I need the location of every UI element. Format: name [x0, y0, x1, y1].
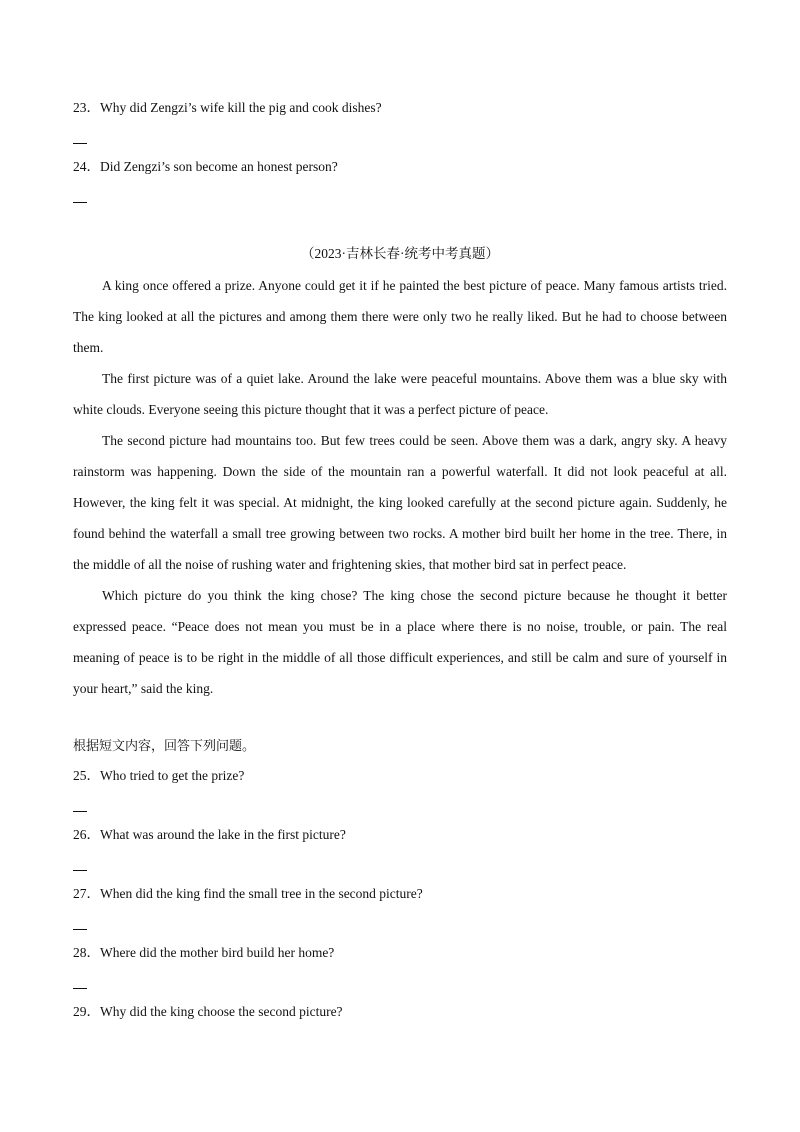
question-28: 28．Where did the mother bird build her home? [73, 945, 335, 960]
question-25: 25．Who tried to get the prize? [73, 768, 245, 783]
passage-source: （2023·吉林长春·统考中考真题） [301, 246, 499, 261]
passage-paragraph-2: The first picture was of a quiet lake. Around the lake were peaceful mountains. Above them was a blue sky with white clouds. Everyone seeing this picture thought that it was a perfect picture of peace. [73, 371, 727, 417]
passage-paragraph-1: A king once offered a prize. Anyone could get it if he painted the best picture of peace. Many famous artists tried. The king looked at all the pictures and among them there were only two he really liked. But he had to choose between them. [73, 278, 727, 355]
answer-blank-24[interactable] [73, 202, 87, 203]
answer-blank-28[interactable] [73, 988, 87, 989]
passage-paragraph-3: The second picture had mountains too. But few trees could be seen. Above them was a dark, angry sky. A heavy rainstorm was happening. Down the side of the mountain ran a powerful waterfall. It did not look peaceful at all. However, the king felt it was special. At midnight, the king looked carefully at the second picture again. Suddenly, he found behind the waterfall a small tree growing between two rocks. A mother bird built her home in the tree. There, in the middle of all the noise of rushing water and frightening skies, that mother bird sat in perfect peace. [73, 433, 727, 572]
question-26: 26．What was around the lake in the first picture? [73, 827, 346, 842]
question-29: 29．Why did the king choose the second picture? [73, 1004, 343, 1019]
question-27: 27．When did the king find the small tree in the second picture? [73, 886, 423, 901]
reading-passage [73, 270, 727, 704]
question-23: 23．Why did Zengzi’s wife kill the pig and cook dishes? [73, 100, 382, 115]
answer-blank-27[interactable] [73, 929, 87, 930]
question-instruction: 根据短文内容，回答下列问题。 [73, 739, 256, 754]
passage-paragraph-4: Which picture do you think the king chose? The king chose the second picture because he thought it better expressed peace. “Peace does not mean you must be in a place where there is no noise, trouble, or pain. The real meaning of peace is to be right in the middle of all those difficult experiences, and still be calm and sure of yourself in your heart,” said the king. [73, 588, 727, 696]
answer-blank-26[interactable] [73, 870, 87, 871]
answer-blank-23[interactable] [73, 143, 87, 144]
answer-blank-25[interactable] [73, 811, 87, 812]
question-24: 24．Did Zengzi’s son become an honest person? [73, 159, 338, 174]
